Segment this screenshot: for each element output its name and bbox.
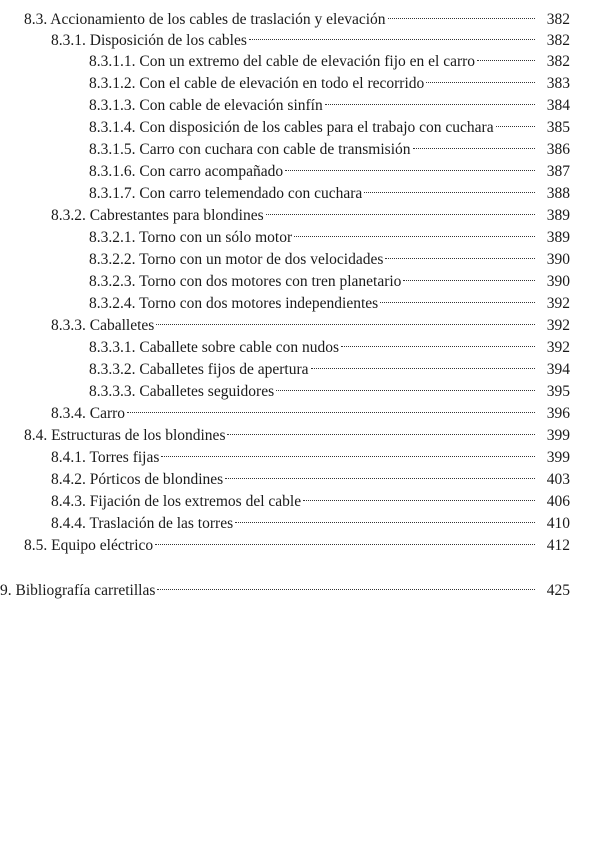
- toc-page-number: 390: [546, 251, 570, 268]
- dot-leader: [127, 397, 535, 418]
- toc-entry-label: 8.3.4. Carro: [51, 405, 126, 422]
- toc-entry-label: 8.3.3. Caballetes: [51, 317, 155, 334]
- dot-leader: [341, 331, 535, 352]
- toc-page-number: 383: [546, 75, 570, 92]
- toc-page-number: 406: [546, 493, 570, 510]
- dot-leader: [266, 199, 535, 220]
- toc-page-number: 384: [546, 97, 570, 114]
- dot-leader: [225, 463, 535, 484]
- toc-entry-label: 8.3.1.5. Carro con cuchara con cable de transmisión: [89, 141, 411, 158]
- dot-leader: [276, 375, 535, 396]
- dot-leader: [249, 24, 535, 45]
- toc-entry-label: 8.4.1. Torres fijas: [51, 449, 160, 466]
- toc-entry-label: 8.4. Estructuras de los blondines: [24, 427, 226, 444]
- toc-page-number: 382: [546, 53, 570, 70]
- toc-entry-label: 8.3.1.6. Con carro acompañado: [89, 163, 284, 180]
- toc-entry-label: 8.3.2.1. Torno con un sólo motor: [89, 229, 293, 246]
- toc-page-number: 387: [546, 163, 570, 180]
- toc-entry-label: 8.5. Equipo eléctrico: [24, 537, 154, 554]
- toc-entry-label: 8.3.2. Cabrestantes para blondines: [51, 207, 264, 224]
- toc-entry-label: 9. Bibliografía carretillas: [0, 582, 156, 599]
- dot-leader: [413, 133, 535, 154]
- toc-page-number: 425: [546, 582, 570, 599]
- toc-entry-label: 8.3.1.2. Con el cable de elevación en todo el recorrido: [89, 75, 425, 92]
- toc-page-number: 392: [546, 295, 570, 312]
- dot-leader: [403, 265, 535, 286]
- toc-entry-label: 8.3.1.4. Con disposición de los cables para el trabajo con cuchara: [89, 119, 494, 136]
- dot-leader: [477, 45, 535, 66]
- dot-leader: [426, 67, 535, 88]
- toc-entry-label: 8.4.2. Pórticos de blondines: [51, 471, 224, 488]
- dot-leader: [285, 155, 535, 176]
- toc-page-number: 389: [546, 229, 570, 246]
- toc-entry-label: 8.4.4. Traslación de las torres: [51, 515, 234, 532]
- toc-entry-label: 8.3.1.7. Con carro telemendado con cuchara: [89, 185, 363, 202]
- toc-page-number: 388: [546, 185, 570, 202]
- toc-entry-8-5: [24, 529, 570, 556]
- toc-page-number: 394: [546, 361, 570, 378]
- dot-leader: [311, 353, 535, 374]
- dot-leader: [325, 89, 535, 110]
- toc-entry-label: 8.3.2.2. Torno con un motor de dos velocidades: [89, 251, 384, 268]
- toc-entry-label: 8.4.3. Fijación de los extremos del cable: [51, 493, 302, 510]
- toc-page-number: 382: [546, 11, 570, 28]
- toc-page-number: 410: [546, 515, 570, 532]
- toc-page-number: 389: [546, 207, 570, 224]
- toc-page-number: 399: [546, 449, 570, 466]
- toc-page-number: 392: [546, 317, 570, 334]
- toc-page-number: 395: [546, 383, 570, 400]
- dot-leader: [157, 574, 535, 595]
- toc-entry-label: 8.3.1. Disposición de los cables: [51, 32, 247, 49]
- toc-entry-label: 8.3.3.3. Caballetes seguidores: [89, 383, 275, 400]
- toc-page-number: 403: [546, 471, 570, 488]
- toc-entry-9: [0, 574, 570, 601]
- dot-leader: [496, 111, 535, 132]
- dot-leader: [385, 243, 535, 264]
- toc-entry-label: 8.3.3.2. Caballetes fijos de apertura: [89, 361, 309, 378]
- toc-entry-label: 8.3.2.3. Torno con dos motores con tren planetario: [89, 273, 402, 290]
- toc-entry-label: 8.3.1.1. Con un extremo del cable de elevación fijo en el carro: [89, 53, 476, 70]
- toc-page-number: 386: [546, 141, 570, 158]
- dot-leader: [235, 507, 535, 528]
- dot-leader: [380, 287, 535, 308]
- dot-leader: [303, 485, 535, 506]
- toc-entry-label: 8.3. Accionamiento de los cables de traslación y elevación: [24, 11, 386, 28]
- dot-leader: [227, 419, 535, 440]
- toc-page-number: 396: [546, 405, 570, 422]
- dot-leader: [155, 529, 535, 550]
- toc-page-number: 399: [546, 427, 570, 444]
- toc-page-number: 412: [546, 537, 570, 554]
- toc-page-number: 392: [546, 339, 570, 356]
- dot-leader: [156, 309, 535, 330]
- toc-page-number: 385: [546, 119, 570, 136]
- dot-leader: [294, 221, 535, 242]
- toc-entry-label: 8.3.1.3. Con cable de elevación sinfín: [89, 97, 323, 114]
- toc-entry-label: 8.3.3.1. Caballete sobre cable con nudos: [89, 339, 340, 356]
- toc-entry-label: 8.3.2.4. Torno con dos motores independientes: [89, 295, 379, 312]
- toc-page-number: 390: [546, 273, 570, 290]
- dot-leader: [364, 177, 535, 198]
- dot-leader: [161, 441, 535, 462]
- dot-leader: [388, 3, 535, 24]
- toc-page-number: 382: [546, 32, 570, 49]
